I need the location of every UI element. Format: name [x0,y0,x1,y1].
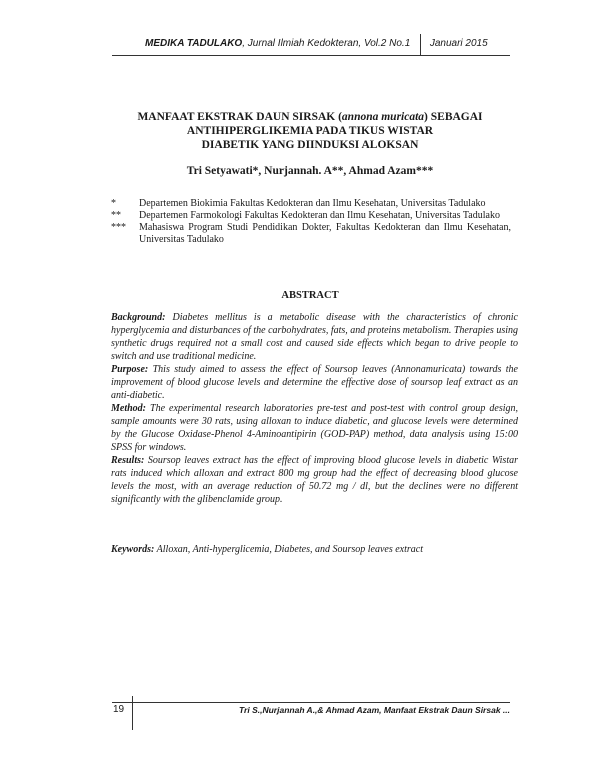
purpose-label: Purpose: [111,364,149,375]
running-header [145,38,565,49]
journal-name: MEDIKA TADULAKO [145,38,243,49]
method-label: Method: [111,403,146,414]
affiliation-text: Mahasiswa Program Studi Pendidikan Dokter, Fakultas Kedokteran dan Ilmu Kesehatan, Universitas Tadulako [139,222,511,245]
results-label: Results: [111,455,145,466]
species-name: annona muricata [341,111,425,123]
title-line-2: ANTIHIPERGLIKEMIA PADA TIKUS WISTAR [186,125,434,137]
header-divider-vertical [420,34,421,56]
keywords-text: Alloxan, Anti-hyperglicemia, Diabetes, and Soursop leaves extract [154,544,423,555]
page-number: 19 [113,704,125,715]
affiliation-mark: ** [111,210,121,221]
affiliation-item [111,210,511,222]
abstract-method: Method: The experimental research laboratories pre-test and post-test with control group design, sample amounts were 30 rats, using alloxan to induce diabetic, and glucose levels were determined by the Glucose Oxidase-Phenol 4-Aminoantipirin (GOD-PAP) method, data analysis using 15:00 SPSS for windows. [111,403,518,453]
affiliations [111,198,511,246]
affiliation-item [111,198,511,210]
affiliation-mark: *** [111,222,126,233]
abstract-heading: ABSTRACT [281,290,339,301]
affiliation-text: Departemen Farmokologi Fakultas Kedokteran dan Ilmu Kesehatan, Universitas Tadulako [139,210,500,221]
background-label: Background: [111,312,166,323]
title-line-3: DIABETIK YANG DIINDUKSI ALOKSAN [201,139,419,151]
header-divider [112,55,510,56]
abstract-background: Background: Diabetes mellitus is a metabolic disease with the characteristics of chronic hyperglycemia and disturbances of the carbohydrates, fats, and proteins metabolism. Therapies using synthetic drugs required not a small cost and caused side effects which began to drive people to switch and use traditional medicine. [111,312,518,362]
abstract-results: Results: Soursop leaves extract has the effect of improving blood glucose levels in diabetic Wistar rats induced which alloxan and extract 800 mg group had the effect of decreasing blood glucose levels the most, with an average reduction of 50.72 mg / dl, but the declines were no different significantly with the glibenclamide group. [111,455,518,505]
keywords-label: Keywords: [111,544,155,555]
paper-title [120,110,500,152]
journal-subtitle: , Jurnal Ilmiah Kedokteran, Vol.2 No.1 [242,38,411,49]
keywords [111,544,518,555]
issue-date: Januari 2015 [429,38,488,49]
author-list: Tri Setyawati*, Nurjannah. A**, Ahmad Azam*** [186,165,434,177]
footer-divider-vertical [132,696,133,730]
affiliation-item [111,222,511,246]
abstract-purpose: Purpose: This study aimed to assess the effect of Soursop leaves (Annonamuricata) towards the improvement of blood glucose levels and determine the effective dose of soursop leaf extract as an anti-diabetic. [111,364,518,401]
affiliation-mark: * [111,198,116,209]
abstract-body [111,311,518,506]
footer-divider [112,702,510,703]
affiliation-text: Departemen Biokimia Fakultas Kedokteran dan Ilmu Kesehatan, Universitas Tadulako [139,198,486,209]
running-footer: Tri S.,Nurjannah A.,& Ahmad Azam, Manfaat Ekstrak Daun Sirsak ... [239,705,510,715]
title-line-1: MANFAAT EKSTRAK DAUN SIRSAK (annona muricata) SEBAGAI [137,111,483,123]
